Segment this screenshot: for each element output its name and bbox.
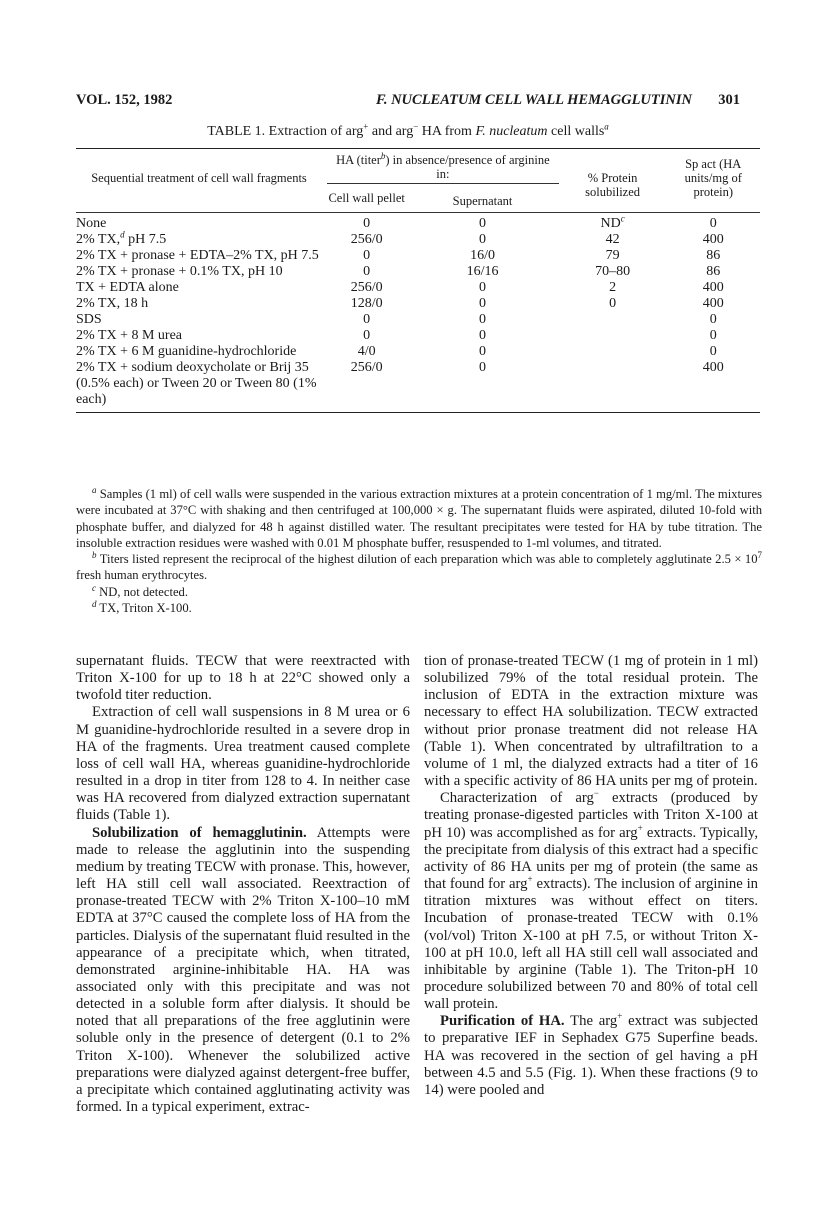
header-spact: Sp act (HA units/mg of protein) (684, 157, 742, 199)
extraction-table (76, 148, 760, 413)
running-title: F. NUCLEATUM CELL WALL HEMAGGLUTININ (376, 92, 692, 108)
table-row: 2% TX, 18 h 128/0 0 0 400 (76, 296, 724, 311)
table-row: 2% TX + 6 M guanidine-hydrochloride 4/0 0 0 (76, 344, 717, 359)
right-text-column (424, 653, 758, 1099)
footnote-d: $^d$ TX, Triton X-100. (92, 598, 192, 616)
paragraph: Solubilization of hemagglutinin. Attempts were made to release the agglutinin into the suspending medium by treating TECW with pronase. This, however, left HA still cell wall associated. Reextraction of pronase-treated TECW with 2% Triton X-100–10 mM EDTA at 37°C caused the complete loss of HA from the particles. Dialysis of the supernatant fluid resulted in the appearance of a precipitate which, when titrated, demonstrated arginine-inhibitable HA. HA was associated only with this precipitate and was not detected in a soluble form after dialysis. It should be noted that all preparations of the free agglutinin were soluble only in the presence of detergent (0.1 to 2% Triton X-100). Whenever the solubilized active preparations were dialyzed against detergent-free buffer, a precipitate which contained agglutinating activity was formed. In a typical experiment, extrac- (76, 824, 410, 1116)
header-treatment: Sequential treatment of cell wall fragments (91, 171, 307, 185)
paragraph: Extraction of cell wall suspensions in 8 M urea or 6 M guanidine-hydrochloride resulted in a severe drop in HA of the fragments. Urea treatment caused complete loss of cell wall HA, whereas guanidine-hydrochloride resulted in a drop in titer from 128 to 4. In neither case was HA recovered from dialyzed extraction supernatant fluids (Table 1). (76, 704, 410, 824)
table-row: TX + EDTA alone 256/0 0 2 400 (76, 280, 724, 295)
volume-label: VOL. 152, 1982 (76, 92, 173, 108)
header-supernatant: Supernatant (406, 184, 558, 213)
paragraph: tion of pronase-treated TECW (1 mg of protein in 1 ml) solubilized 79% of the total residual protein. The inclusion of EDTA in the extraction mixture was necessary to effect HA solubilization. TECW extracted without prior pronase treatment did not release HA (Table 1). When concentrated by ultrafiltration to a volume of 1 ml, the dialyzed extracts had a titer of 16 with a specific activity of 86 HA units per mg of protein. (424, 653, 758, 790)
left-text-column (76, 653, 410, 1116)
paragraph: Purification of HA. The arg+ extract was subjected to preparative IEF in Sephadex G75 Superfine beads. HA was recovered in the section of gel having a pH between 4.5 and 5.5 (Fig. 1). When these fractions (9 to 14) were pooled and (424, 1011, 759, 1098)
table-row: None 0 0 $ND^c$ 0 (76, 213, 717, 231)
header-protein: % Protein solubilized (585, 171, 641, 199)
footnote-a: $^a$ Samples (1 ml) of cell walls were suspended in the various extraction mixtures at a protein concentration of 1 mg/ml. The mixtures were incubated at 37°C with shaking and then centrifuged at 100,000 × g. The supernatant fluids were aspirated, diluted 10-fold with phosphate buffer, and dialyzed for 48 h against distilled water. The resultant precipitates were tested for HA by tube titration. The insoluble extraction residues were washed with 0.01 M phosphate buffer, resuspended to 1-ml volumes, and titrated. (76, 484, 762, 550)
table-row: 2% TX,$^d$ pH 7.5 256/0 0 42 400 (76, 229, 724, 247)
paragraph: supernatant fluids. TECW that were reextracted with Triton X-100 for up to 18 h at 22°C showed only a twofold titer reduction. (76, 653, 410, 704)
table-title: TABLE 1. Extraction of arg+ and arg− HA from F. nucleatum cell walls$^a$ (207, 121, 609, 139)
footnote-b: $^b$ Titers listed represent the reciprocal of the highest dilution of each preparation which was able to completely agglutinate $2.5 \times 10^7$ fresh human erythrocytes. (76, 550, 762, 583)
table-footnotes (76, 486, 762, 616)
page-header (76, 92, 740, 112)
section-heading: Solubilization of hemagglutinin. (92, 824, 307, 841)
table-row: 2% TX + sodium deoxycholate or Brij 35 (0.5% each) or Tween 20 or Tween 80 (1% each) 256/0 0 400 (76, 360, 760, 413)
section-heading: Purification of HA. (440, 1013, 565, 1030)
table-row: 2% TX + 8 M urea 0 0 0 (76, 328, 717, 343)
page-number: 301 (718, 92, 740, 108)
table-row: 2% TX + pronase + 0.1% TX, pH 10 0 16/16 70–80 86 (76, 264, 721, 279)
footnote-c: $^c$ ND, not detected. (92, 582, 188, 599)
header-pellet: Cell wall pellet (327, 184, 406, 213)
header-ha-group: HA (titer$^b$) in absence/presence of arginine in: (336, 150, 550, 181)
paragraph: Characterization of arg− extracts (produced by treating pronase-digested particles with Triton X-100 at pH 10) was accomplished as for arg+ extracts. Typically, the precipitate from dialysis of this extract had a specific activity of 86 HA units per mg of protein (the same as that found for arg+ extracts). The inclusion of arginine in titration mixtures was without effect on titers. Incubation of pronase-treated TECW with 0.1% (vol/vol) Triton X-100 at pH 7.5, or without Triton X-100 at pH 10.0, left all HA still cell wall associated and inhibitable by arginine (Table 1). The Triton-pH 10 procedure solubilized between 70 and 80% of total cell wall protein. (424, 788, 759, 1013)
table-row: 2% TX + pronase + EDTA–2% TX, pH 7.5 0 16/0 79 86 (76, 248, 721, 263)
table-row: SDS 0 0 0 (76, 312, 717, 327)
